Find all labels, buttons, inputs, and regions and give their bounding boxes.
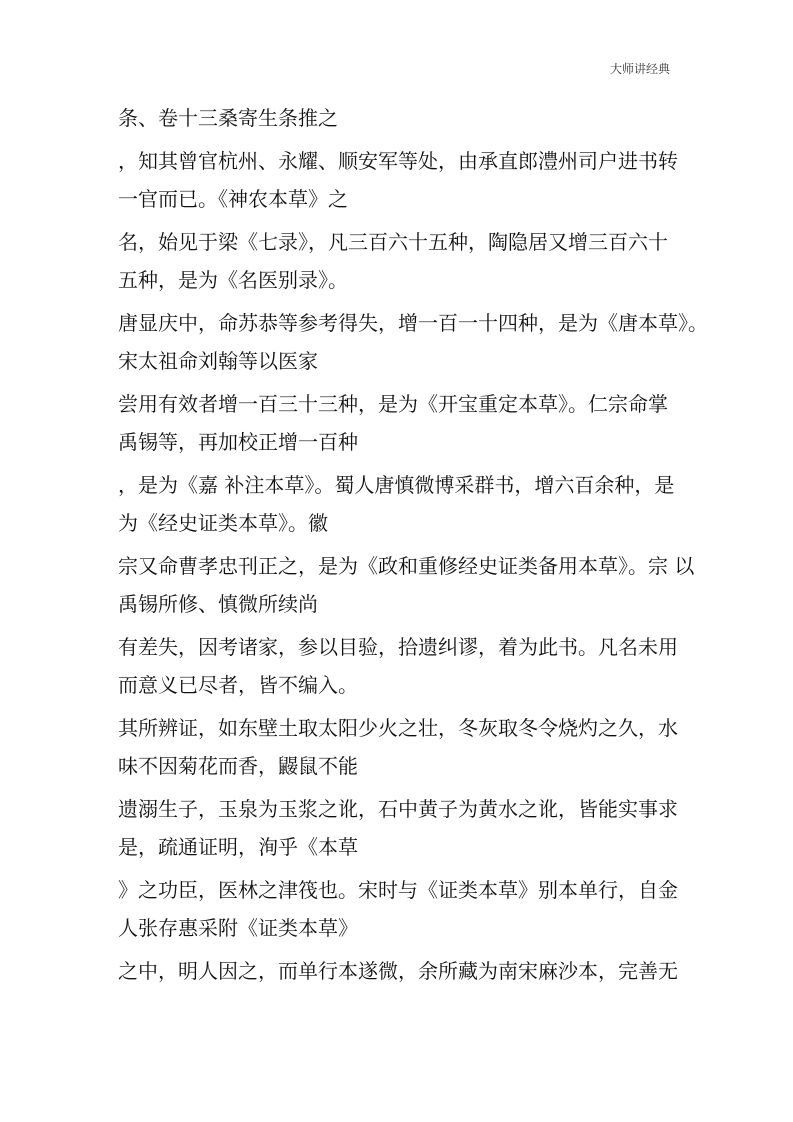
text-line: 》之功臣，医林之津筏也。宋时与《证类本草》别本单行，自金 bbox=[118, 878, 678, 902]
text-line: 为《经史证类本草》。徽 bbox=[118, 511, 328, 535]
text-line: 而意义已尽者，皆不编入。 bbox=[118, 673, 358, 697]
text-line: 味不因菊花而香，鼹鼠不能 bbox=[118, 754, 358, 778]
text-line: ，是为《嘉 补注本草》。蜀人唐慎微博采群书，增六百余种，是 bbox=[118, 473, 675, 497]
text-line: 禹锡所修、慎微所续尚 bbox=[118, 592, 318, 616]
text-line: 有差失，因考诸家，参以目验，拾遗纠谬，着为此书。凡名未用 bbox=[118, 635, 678, 659]
text-line: 宋太祖命刘翰等以医家 bbox=[118, 349, 318, 373]
text-line: 宗又命曹孝忠刊正之，是为《政和重修经史证类备用本草》。宗 以 bbox=[118, 554, 695, 578]
text-line: ，知其曾官杭州、永耀、顺安军等处，由承直郎澧州司户进书转 bbox=[118, 149, 678, 173]
page-header: 大师讲经典 bbox=[610, 62, 671, 76]
text-line: 唐显庆中，命苏恭等参考得失，增一百一十四种，是为《唐本草》。 bbox=[118, 311, 708, 335]
text-line: 是，疏通证明，洵乎《本草 bbox=[118, 835, 358, 859]
text-line: 尝用有效者增一百三十三种，是为《开宝重定本草》。仁宗命掌 bbox=[118, 392, 668, 416]
text-line: 一官而已。《神农本草》之 bbox=[118, 187, 348, 211]
text-line: 条、卷十三桑寄生条推之 bbox=[118, 106, 338, 130]
text-line: 人张存惠采附《证类本草》 bbox=[118, 916, 358, 940]
text-line: 五种，是为《名医别录》。 bbox=[118, 268, 348, 292]
text-line: 名，始见于梁《七录》，凡三百六十五种，陶隐居又增三百六十 bbox=[118, 230, 668, 254]
text-line: 遗溺生子，玉泉为玉浆之讹，石中黄子为黄水之讹，皆能实事求 bbox=[118, 797, 678, 821]
text-line: 之中，明人因之，而单行本遂微，余所藏为南宋麻沙本，完善无 bbox=[118, 959, 678, 983]
text-line: 其所辨证，如东壁土取太阳少火之壮，冬灰取冬令烧灼之久，水 bbox=[118, 716, 678, 740]
text-line: 禹锡等，再加校正增一百种 bbox=[118, 430, 358, 454]
